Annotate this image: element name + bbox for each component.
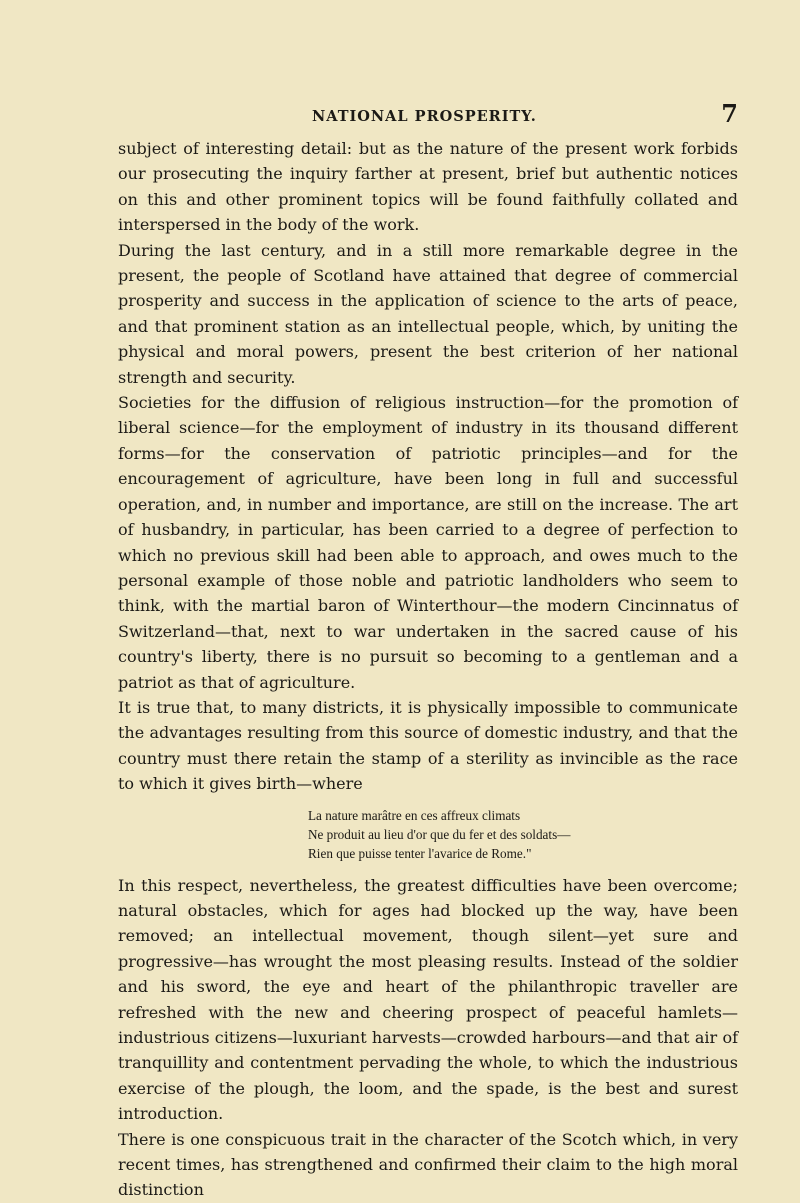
- paragraph-4: It is true that, to many districts, it is physically impossible to communicate the advantages resulting from this source of domestic industry, and that the country must there retain the stamp of a sterility as invincible as the race to which it gives birth—where: [118, 697, 738, 794]
- running-head: [118, 96, 738, 136]
- quote-line: Ne produit au lieu d'or que du fer et des soldats—: [308, 826, 571, 842]
- quote-line: Rien que puisse tenter l'avarice de Rome.": [308, 845, 532, 861]
- quote-line: La nature marâtre en ces affreux climats: [308, 807, 521, 823]
- french-verse-quote: [308, 806, 738, 863]
- paragraph-1: subject of interesting detail: but as the nature of the present work forbids our prosecuting the inquiry farther at present, brief but authentic notices on this and other prominent topics will be found faithfully collated and interspersed in the body of the work.: [118, 139, 738, 235]
- book-page: [118, 96, 738, 1203]
- paragraph-2: During the last century, and in a still more remarkable degree in the present, the people of Scotland have attained that degree of commercial prosperity and success in the application of science to the arts of peace, and that prominent station as an intellectual people, which, by uniting the physical and moral powers, present the best criterion of her national strength and security.: [118, 240, 738, 387]
- running-title: NATIONAL PROSPERITY.: [312, 108, 537, 125]
- paragraph-5: In this respect, nevertheless, the greatest difficulties have been overcome; natural obstacles, which for ages had blocked up the way, have been removed; an intellectual movement, though silent—yet sure and progressive—has wrought the most pleasing results. Instead of the soldier and his sword, the eye and heart of the philanthropic traveller are refreshed with the new and cheering prospect of peaceful hamlets—industrious citizens—luxuriant harvests—crowded harbours—and that air of tranquillity and contentment pervading the whole, to which the industrious exercise of the plough, the loom, and the spade, is the best and surest introduction.: [118, 875, 738, 1124]
- paragraph-3: Societies for the diffusion of religious instruction—for the promotion of liberal science—for the employment of industry in its thousand different forms—for the conservation of patriotic principles—and for the encouragement of agriculture, have been long in full and successful operation, and, in number and importance, are still on the increase. The art of husbandry, in particular, has been carried to a degree of perfection to which no previous skill had been able to approach, and owes much to the personal example of those noble and patriotic landholders who seem to think, with the martial baron of Winterthour—the modern Cincinnatus of Switzerland—that, next to war undertaken in the sacred cause of his country's liberty, there is no pursuit so becoming to a gentleman and a patriot as that of agriculture.: [118, 393, 738, 692]
- paragraph-6: There is one conspicuous trait in the character of the Scotch which, in very recent times, has strengthened and confirmed their claim to the high moral distinction: [118, 1129, 738, 1200]
- page-number: 7: [721, 99, 738, 128]
